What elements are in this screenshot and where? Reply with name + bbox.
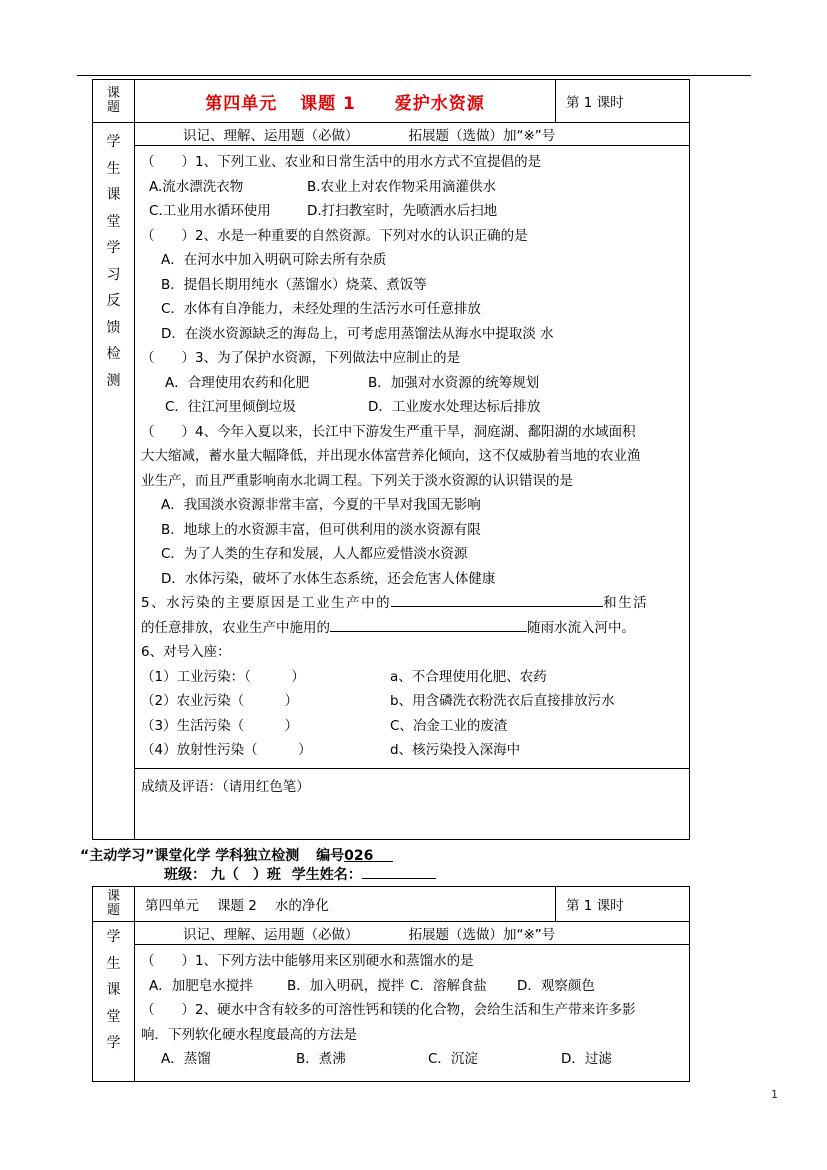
lesson-table-1 — [92, 79, 690, 840]
lesson-number: 课题 1 — [300, 93, 356, 114]
question-1 — [141, 949, 683, 998]
match-item: （4）放射性污染（ ） — [141, 742, 312, 758]
question-2 — [141, 224, 683, 347]
question-stem: 业生产，而且严重影响南水北调工程。下列关于淡水资源的认识错误的是 — [141, 472, 573, 489]
side-label-char: 学 — [106, 1035, 121, 1051]
question-3 — [141, 346, 683, 420]
match-option: d、核污染投入深海中 — [390, 742, 521, 758]
number-value: 026 — [344, 848, 374, 864]
option-c: C．水体有自净能力，未经处理的生活污水可任意排放 — [161, 301, 481, 317]
lesson-topic: 爱护水资源 — [394, 93, 485, 114]
optional-label: 拓展题（选做）加“※”号 — [408, 927, 556, 943]
side-label-char: 反 — [106, 293, 121, 309]
question-text: 的任意排放，农业生产中施用的 — [141, 619, 330, 636]
option-d: D．工业废水处理达标后排放 — [368, 399, 541, 415]
option-b: B．地球上的水资源丰富，但可供利用的淡水资源有限 — [161, 521, 481, 538]
class-label: 班级： — [164, 867, 206, 883]
question-text: 随雨水流入河中。 — [527, 619, 635, 636]
lesson-period: 第 1 课时 — [556, 887, 690, 922]
option-d: D．在淡水资源缺乏的海岛上，可考虑用蒸馏法从海水中提取淡 水 — [161, 325, 554, 342]
match-option: C、冶金工业的废渣 — [390, 717, 508, 734]
option-c: C．溶解食盐 — [410, 977, 487, 994]
name-label: 学生姓名： — [291, 867, 362, 883]
section-subheader — [135, 922, 690, 945]
header-rule — [77, 75, 751, 76]
option-b: B．煮沸 — [296, 1051, 346, 1067]
option-a: A．我国淡水资源非常丰富，今夏的干旱对我国无影响 — [161, 497, 481, 513]
side-header-char: 课 — [106, 86, 120, 101]
option-d: D．观察颜色 — [517, 977, 595, 994]
worksheet-title: “主动学习”课堂化学 学科独立检测 — [80, 848, 300, 864]
match-option: b、用含磷洗衣粉洗衣后直接排放污水 — [390, 693, 615, 709]
side-label-char: 课 — [106, 982, 121, 998]
comment-box[interactable] — [135, 769, 690, 840]
answer-blank[interactable] — [391, 592, 603, 607]
question-stem: （ ）1、下列方法中能够用来区别硬水和蒸馏水的是 — [141, 953, 474, 969]
side-header-char: 课 — [106, 889, 120, 904]
section-subheader — [135, 123, 690, 146]
question-6 — [141, 640, 683, 763]
side-label-char: 堂 — [106, 213, 121, 230]
question-stem: （ ）1、下列工业、农业和日常生活中的用水方式不宜提倡的是 — [141, 154, 542, 170]
match-item: （1）工业污染：（ ） — [141, 668, 305, 685]
question-stem: （ ）2、硬水中含有较多的可溶性钙和镁的化合物，会给生活和生产带来许多影 — [141, 1002, 636, 1018]
page-number: 1 — [771, 1088, 778, 1101]
question-stem: （ ）3、为了保护水资源，下列做法中应制止的是 — [141, 350, 461, 366]
lesson-title — [135, 80, 556, 123]
side-label-char: 课 — [106, 187, 121, 203]
question-stem: 大大缩减，蓄水量大幅降低，并出现水体富营养化倾向，这不仅威胁着当地的农业渔 — [141, 448, 641, 464]
option-c: C.工业用水循环使用 — [149, 203, 271, 219]
question-stem: 响．下列软化硬水程度最高的方法是 — [141, 1026, 357, 1043]
name-field[interactable] — [362, 864, 436, 879]
question-text: 5、水污染的主要原因是工业生产中的 — [141, 595, 392, 611]
questions-block — [135, 945, 690, 1082]
option-c: C．为了人类的生存和发展，人人都应爱惜淡水资源 — [161, 546, 468, 562]
option-d: D.打扫教室时，先喷洒水后扫地 — [307, 203, 498, 219]
required-label: 识记、理解、运用题（必做） — [183, 927, 359, 943]
side-label-char: 生 — [106, 160, 121, 177]
side-header-char: 题 — [106, 100, 120, 115]
side-label — [93, 123, 135, 840]
question-1 — [141, 150, 683, 224]
side-label-char: 习 — [106, 266, 121, 283]
lesson-number: 课题 2 — [217, 898, 257, 914]
question-5 — [141, 591, 683, 640]
option-b: B．加入明矾，搅拌 — [287, 977, 405, 994]
side-header-char: 题 — [106, 903, 120, 918]
comment-label: 成绩及评语：（请用红色笔） — [141, 779, 310, 795]
side-label-char: 检 — [106, 346, 121, 362]
lesson-title — [135, 887, 556, 922]
option-a: A．合理使用农药和化肥 — [165, 374, 310, 391]
lesson-table-2 — [92, 886, 690, 1082]
option-d: D．过滤 — [561, 1051, 612, 1067]
option-a: A．在河水中加入明矾可除去所有杂质 — [161, 252, 387, 268]
match-option: a、不合理使用化肥、农药 — [390, 668, 547, 685]
side-label-char: 堂 — [106, 1008, 121, 1025]
side-label-char: 测 — [106, 372, 121, 389]
class-value[interactable]: 九（ ）班 — [210, 867, 281, 883]
question-stem: （ ）4、今年入夏以来，长江中下游发生严重干旱，洞庭湖、鄱阳湖的水域面积 — [141, 423, 636, 440]
side-header — [93, 80, 135, 123]
number-label: 编号 — [316, 848, 345, 864]
option-a: A.流水漂洗衣物 — [149, 178, 244, 195]
required-label: 识记、理解、运用题（必做） — [183, 128, 359, 144]
option-b: B．提倡长期用纯水（蒸馏水）烧菜、煮饭等 — [161, 276, 427, 293]
question-stem: 6、对号入座： — [141, 644, 231, 660]
question-stem: （ ）2、水是一种重要的自然资源。下列对水的认识正确的是 — [141, 227, 528, 244]
questions-block — [135, 146, 690, 769]
lesson-period: 第 1 课时 — [556, 80, 690, 123]
question-text: 和生活 — [603, 595, 649, 611]
option-a: A．加肥皂水搅拌 — [149, 977, 253, 994]
lesson-topic: 水的净化 — [274, 898, 329, 914]
worksheet-header — [80, 845, 393, 865]
side-header — [93, 887, 135, 922]
lesson-unit: 第四单元 — [205, 93, 278, 114]
side-label-char: 学 — [106, 134, 121, 150]
option-d: D．水体污染，破坏了水体生态系统，还会危害人体健康 — [161, 570, 496, 587]
lesson-unit: 第四单元 — [145, 898, 199, 914]
student-info — [164, 864, 436, 884]
option-c: C．沉淀 — [428, 1051, 478, 1067]
side-label-char: 馈 — [106, 319, 121, 336]
side-label-char: 生 — [106, 955, 121, 972]
option-b: B.农业上对农作物采用滴灌供水 — [307, 178, 497, 195]
match-item: （2）农业污染（ ） — [141, 693, 299, 709]
side-label-char: 学 — [106, 240, 121, 256]
option-c: C．往江河里倾倒垃圾 — [165, 399, 296, 415]
side-label — [93, 922, 135, 1082]
answer-blank[interactable] — [330, 617, 527, 632]
question-4 — [141, 420, 683, 592]
question-2 — [141, 998, 683, 1072]
optional-label: 拓展题（选做）加“※”号 — [408, 128, 556, 144]
side-label-char: 学 — [106, 929, 121, 945]
option-b: B．加强对水资源的统筹规划 — [368, 374, 540, 391]
option-a: A．蒸馏 — [161, 1051, 211, 1067]
match-item: （3）生活污染（ ） — [141, 717, 299, 734]
